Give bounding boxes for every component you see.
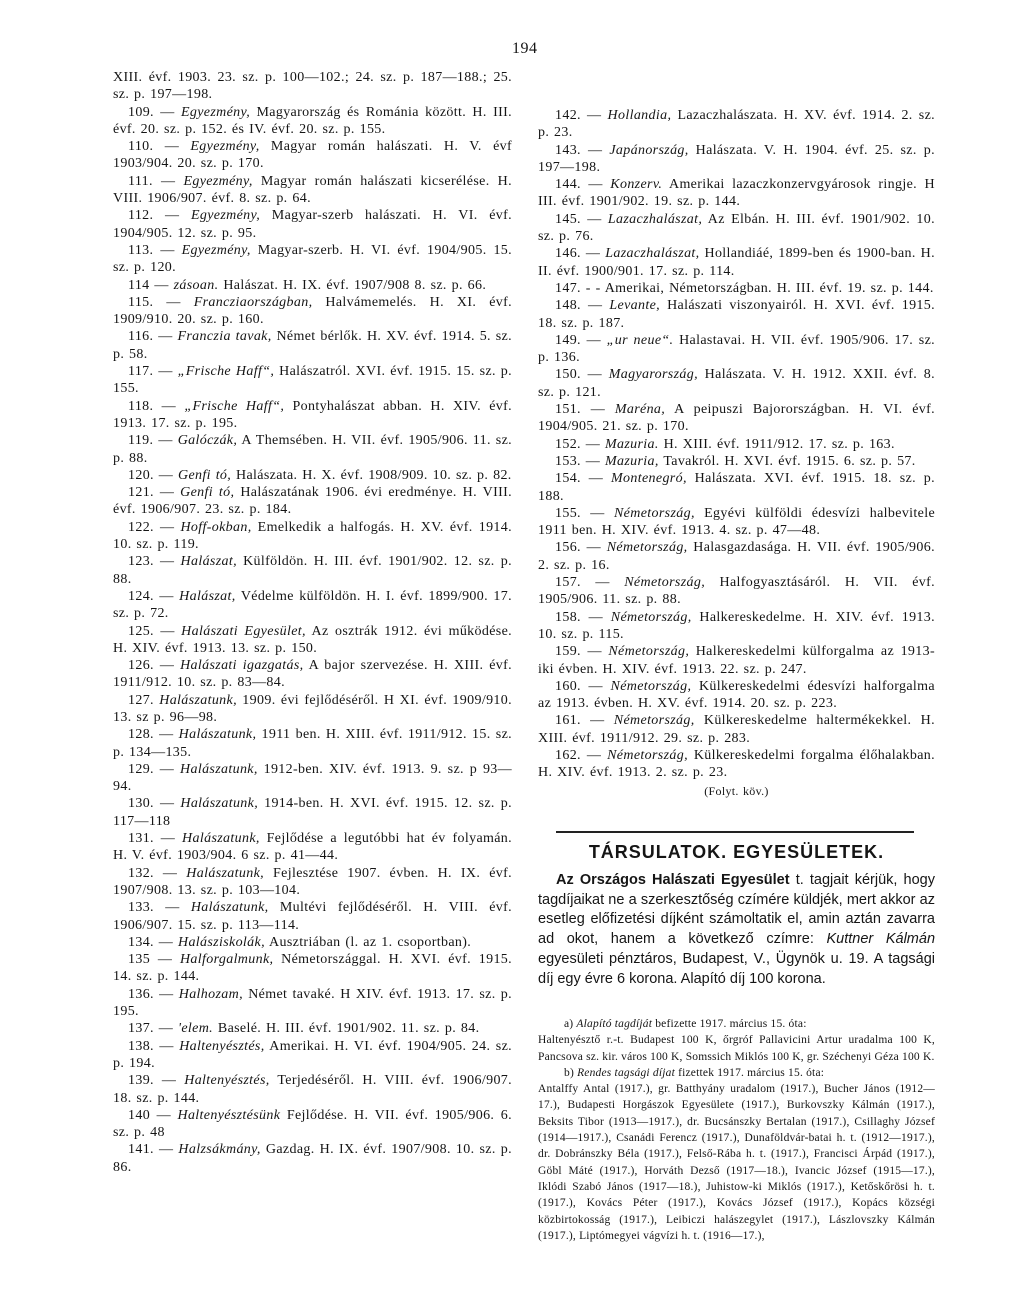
payments-founding-heading: [538, 1016, 935, 1032]
entry-number: 121.: [128, 485, 154, 501]
entry-dash: —: [159, 588, 174, 604]
index-entry-list: [538, 107, 935, 782]
entry-dash: —: [587, 142, 603, 158]
index-entry: [538, 609, 935, 644]
entry-title: Halhozam,: [178, 986, 243, 1002]
entry-number: 152.: [555, 436, 581, 452]
index-entry: [113, 588, 512, 623]
index-entry: [113, 138, 512, 173]
entry-dash: —: [162, 865, 178, 881]
entry-number: 128.: [128, 727, 154, 743]
entry-dash: —: [159, 986, 174, 1002]
entry-title: Egyezmény,: [190, 139, 260, 155]
index-entry: [113, 1020, 512, 1037]
entry-title: Franczia tavak,: [177, 329, 272, 345]
entry-number: 134.: [128, 934, 154, 950]
entry-dash: —: [158, 329, 173, 345]
entry-title: Németország,: [613, 505, 695, 521]
entry-number: 144.: [555, 177, 581, 193]
entry-title: Halászati Egyesület,: [181, 623, 306, 639]
entry-number: 125.: [128, 623, 154, 639]
index-entry: [538, 280, 935, 297]
index-entry: [538, 470, 935, 505]
entry-text: Külkereskedelmi forgalma élőhalakban. H. XIV. évf. 1913. 2. sz. p. 23.: [538, 747, 935, 781]
entry-number: 136.: [128, 986, 154, 1002]
entry-dash: —: [160, 623, 175, 639]
entry-title: Hoff-okban,: [180, 519, 252, 535]
entry-text: Tavakról. H. XVI. évf. 1915. 6. sz. p. 57.: [663, 453, 916, 469]
entry-text: Halászata. H. X. évf. 1908/909. 10. sz. p. 82.: [236, 467, 512, 483]
treasurer-name: Kuttner Kálmán: [826, 931, 936, 948]
entry-dash: —: [160, 242, 175, 258]
entry-title: Egyezmény,: [190, 208, 261, 224]
entry-number: 133.: [128, 900, 154, 916]
entry-dash: —: [159, 796, 175, 812]
entry-title: Genfi tó,: [177, 467, 232, 483]
entry-title: Halforgalmunk,: [179, 952, 274, 968]
index-entry: [538, 539, 935, 574]
entry-text: Halászatról. XVI. évf. 1915. 15. sz. p. 155.: [113, 364, 512, 397]
entry-number: 115.: [128, 294, 154, 310]
entry-title: Halászatunk,: [180, 796, 259, 812]
entry-title: „ur neue“.: [606, 332, 674, 348]
entry-number: 139.: [128, 1073, 154, 1089]
membership-notice: [538, 871, 935, 989]
index-entry: [538, 747, 935, 782]
entry-dash: —: [587, 211, 602, 227]
entry-number: 114: [128, 277, 150, 293]
entry-title: Mazuria.: [604, 436, 659, 452]
entry-title: Haltenyésztésünk: [177, 1107, 281, 1123]
entry-text: Külkereskedelmi édesvízi halforgalma az 1913. évben. H. XV. évf. 1914. 20. sz. p. 223.: [538, 678, 935, 712]
entry-text: Védelme külföldön. H. I. évf. 1899/900. 17. sz. p. 72.: [113, 588, 512, 622]
entry-title: Halászat,: [179, 588, 236, 604]
entry-dash: —: [158, 364, 173, 380]
entry-number: 157.: [555, 575, 581, 591]
entry-text: Külkereskedelme haltermékekkel. H. XIII. évf. 1911/912. 29. sz. p. 283.: [538, 713, 935, 746]
entry-title: Galóczák,: [177, 433, 238, 449]
entry-dash: —: [156, 1107, 171, 1123]
entry-title: Németország,: [610, 609, 692, 625]
entry-number: 161.: [555, 713, 581, 729]
entry-dash: —: [587, 367, 602, 383]
index-entry: [113, 173, 512, 208]
entry-text: Emelkedik a halfogás. H. XV. évf. 1914. 10. sz. p. 119.: [113, 519, 512, 553]
entry-text: A Themsében. H. VII. évf. 1905/906. 11. sz. p. 88.: [113, 433, 513, 466]
entry-dash: —: [587, 298, 603, 314]
entry-text: Gazdag. H. IX. évf. 1907/908. 10. sz. p. 86.: [113, 1142, 512, 1175]
entry-title: Halászatunk,: [180, 761, 258, 777]
entry-title: Németország,: [606, 540, 688, 556]
entry-number: 118.: [128, 398, 154, 414]
entry-text: 1912-ben. XIV. évf. 1913. 9. sz. p 93—94.: [113, 761, 512, 795]
entry-title: Japánország,: [609, 142, 689, 158]
index-entry: [538, 245, 935, 280]
entry-title: Halászatunk,: [186, 865, 264, 881]
notice-text: t. tagjait kérjük, hogy tagdíjaikat ne a szerkesztőség czímére küldjék, mert akkor az esetleg előfizetési díjként számoltatik el, amin aztán zavarra ad okot, hanem a következő czímre:: [538, 872, 935, 948]
payments-regular-heading: [538, 1065, 935, 1081]
index-entry: [538, 332, 935, 367]
entry-title: Halzsákmány,: [178, 1142, 261, 1158]
entry-dash: —: [158, 1021, 174, 1037]
entry-dash: —: [595, 575, 610, 591]
entry-text: Magyarország és Románia között. H. III. évf. 20. sz. p. 152. és IV. évf. 20. sz. p. 155.: [113, 104, 512, 137]
index-entry: [113, 363, 512, 398]
entry-number: 153.: [555, 453, 581, 469]
entry-title: Haltenyésztés,: [184, 1073, 270, 1089]
entry-dash: —: [158, 433, 173, 449]
index-entry: [538, 678, 935, 713]
entry-title: Levante,: [609, 298, 661, 314]
entry-number: 138.: [128, 1038, 154, 1054]
entry-title: Halászatunk,: [159, 692, 237, 708]
payments-list: [538, 1016, 935, 1244]
index-entry: [538, 211, 935, 246]
entry-number: 158.: [555, 609, 581, 625]
index-entry: [113, 207, 512, 242]
entry-number: 141.: [128, 1142, 154, 1158]
entry-text: Külföldön. H. III. évf. 1901/902. 12. sz. p. 88.: [113, 554, 512, 587]
entry-title: Egyezmény,: [183, 173, 253, 189]
entry-text: Halfogyasztásáról. H. VII. évf. 1905/906. 11. sz. p. 88.: [538, 575, 935, 608]
index-entry: [113, 1141, 512, 1176]
entry-dash: —: [165, 900, 180, 916]
index-entry: [538, 107, 935, 142]
entry-dash: —: [161, 1073, 177, 1089]
entry-number: 162.: [555, 747, 581, 763]
index-entry: [113, 1072, 512, 1107]
index-entry: [538, 366, 935, 401]
index-entry: [113, 1038, 512, 1073]
entry-number: 149.: [555, 332, 581, 348]
entry-title: zásoan.: [173, 277, 219, 293]
entry-number: 146.: [555, 246, 581, 262]
entry-text: Baselé. H. III. évf. 1901/902. 11. sz. p. 84.: [217, 1021, 480, 1037]
payments-head-text: befizette 1917. március 15. óta:: [655, 1018, 807, 1030]
entry-number: 155.: [555, 505, 581, 521]
index-entry: [113, 398, 512, 433]
index-entry: [113, 519, 512, 554]
section-divider: [556, 831, 914, 833]
entry-number: 135: [128, 952, 151, 968]
entry-title: Konzerv.: [610, 177, 663, 193]
entry-dash: —: [159, 658, 175, 674]
entry-title: Németország,: [624, 575, 706, 591]
entry-text: Multévi fejlődéséről. H. VIII. évf. 1906/907. 15. sz. p. 113—114.: [113, 900, 512, 933]
entry-dash: —: [588, 609, 604, 625]
entry-dash: —: [588, 678, 603, 694]
entry-text: Pontyhalászat abban. H. XIV. évf. 1913. 17. sz. p. 195.: [113, 398, 512, 431]
entry-number: 145.: [555, 211, 581, 227]
entry-title: Egyezmény,: [180, 104, 251, 120]
entry-dash: —: [164, 139, 180, 155]
entry-dash: —: [166, 294, 181, 310]
left-column: [113, 69, 512, 1176]
index-entry: [538, 643, 935, 678]
index-entry: [113, 484, 512, 519]
list-marker: b): [564, 1066, 574, 1079]
index-entry: [113, 104, 512, 139]
entry-title: Halászatunk,: [178, 727, 257, 743]
index-entry: [113, 726, 512, 761]
index-entry: [113, 795, 512, 830]
index-entry: [113, 865, 512, 900]
entry-text: Amerikai, Németországban. H. III. évf. 19. sz. p. 144.: [604, 280, 934, 296]
entry-dash: —: [159, 727, 174, 743]
entry-dash: —: [587, 108, 602, 123]
entry-text: Az Elbán. H. III. évf. 1901/902. 10. sz. p. 76.: [538, 211, 935, 245]
entry-title: Maréna,: [614, 402, 666, 418]
entry-dash: —: [161, 173, 176, 189]
entry-title: Halászati igazgatás,: [180, 658, 304, 674]
index-entry: [113, 761, 512, 796]
index-entry: [113, 277, 512, 294]
entry-title: Halászatunk,: [182, 831, 260, 847]
entry-text: Magyar-szerb halászati. H. VI. évf. 1904/905. 12. sz. p. 95.: [113, 208, 512, 241]
index-entry: [113, 432, 512, 467]
entry-number: 151.: [555, 402, 581, 418]
entry-dash: —: [157, 952, 173, 968]
index-entry: [538, 401, 935, 436]
entry-dash: —: [160, 831, 176, 847]
entry-text: H. XIII. évf. 1911/912. 17. sz. p. 163.: [663, 436, 895, 452]
entry-dash: —: [590, 402, 606, 418]
entry-title: Hollandia,: [607, 108, 672, 123]
entry-text: Halászata. V. H. 1912. XXII. évf. 8. sz. p. 121.: [538, 367, 936, 400]
entry-text: Halászati viszonyairól. H. XVI. évf. 1915. 18. sz. p. 187.: [538, 298, 935, 331]
entry-text: Magyar-szerb. H. VI. évf. 1904/905. 15. sz. p. 120.: [113, 242, 513, 276]
entry-number: 124.: [128, 588, 154, 604]
entry-title: Francziaországban,: [193, 294, 313, 310]
entry-text: Amerikai. H. VI. évf. 1904/905. 24. sz. p. 194.: [113, 1038, 513, 1071]
entry-number: 123.: [128, 554, 154, 570]
entry-text: Az osztrák 1912. évi működése. H. XIV. évf. 1913. 13. sz. p. 150.: [113, 623, 513, 656]
entry-number: 154.: [555, 471, 581, 487]
entry-text: Halkereskedelme. H. XIV. évf. 1913. 10. sz. p. 115.: [538, 609, 935, 642]
entry-text: 1914-ben. H. XVI. évf. 1915. 12. sz. p. 117—118: [113, 796, 512, 829]
entry-title: Halászat,: [180, 554, 237, 570]
entry-number: 112.: [128, 208, 154, 224]
entry-title: Haltenyésztés,: [179, 1038, 265, 1054]
entry-dash: —: [159, 761, 175, 777]
entry-title: Magyarország,: [608, 367, 698, 383]
entry-text: Lazaczhalászata. H. XV. évf. 1914. 2. sz. p. 23.: [538, 108, 935, 141]
index-entry: [113, 1107, 512, 1142]
continued-note: (Folyt. köv.): [704, 783, 769, 798]
entry-text: Halászatának 1906. évi eredménye. H. VIII. évf. 1906/907. 23. sz. p. 184.: [113, 485, 512, 518]
entry-number: 160.: [555, 678, 581, 694]
entry-dash: —: [158, 1142, 174, 1158]
entry-text: Fejlődése. H. VII. évf. 1905/906. 6. sz. p. 48: [113, 1107, 512, 1141]
index-entry: [113, 623, 512, 658]
entry-dash: —: [158, 934, 174, 950]
index-entry: [113, 467, 512, 484]
entry-text: Ausztriában (l. az 1. csoportban).: [269, 934, 472, 950]
entry-title: 'elem.: [177, 1021, 214, 1037]
entry-dash: —: [590, 713, 605, 729]
payments-category: Alapító tagdíját: [576, 1018, 653, 1030]
index-entry: [538, 712, 935, 747]
entry-number: 127.: [128, 692, 154, 708]
continued-entry-text: XIII. évf. 1903. 23. sz. p. 100—102.; 24. sz. p. 187—188.; 25. sz. p. 197—198.: [113, 70, 512, 103]
entry-number: 109.: [128, 104, 154, 120]
index-entry: [538, 436, 935, 453]
entry-text: Német tavaké. H XIV. évf. 1913. 17. sz. p. 195.: [113, 986, 512, 1020]
section-heading: TÁRSULATOK. EGYESÜLETEK.: [588, 842, 885, 862]
index-entry: [113, 553, 512, 588]
entry-number: 143.: [555, 142, 581, 158]
entry-text: Halvámemelés. H. XI. évf. 1909/910. 20. sz. p. 160.: [113, 294, 512, 328]
entry-dash: —: [586, 332, 601, 348]
entry-text: Amerikai lazaczkonzervgyárosok ringje. H III. évf. 1901/902. 19. sz. p. 144.: [538, 177, 935, 210]
entry-title: Németország,: [607, 747, 688, 763]
entry-dash: —: [588, 177, 603, 193]
entry-text: Terjedéséről. H. VIII. évf. 1906/907. 18. sz. p. 144.: [113, 1073, 513, 1106]
payments-regular-list: Antalffy Antal (1917.), gr. Batthyány uradalom (1917.), Bucher János (1912—17.), Budapesti Horgászok Egyesülete (1917.), Burkovszky Kálmán (1917.), Beksits Tibor (1913—1917.), dr. Bucsánszky Bertalan (1917.), Csillaghy József (1914—1917.), Csanádi Ferencz (1917.), Dunaföldvár-batai h. t. (1912—1917.), dr. Dobránszky Béla (1917.), Felső-Rába h. t. (1917.), Francisci Árpád (1917.), Göbl Máté (1917.), Horváth Dezső (1917—18.), Ivancic József (1915—17.), Iklódi Szabó János (1917—18.), Juhistow-ki Miklós (1917.), Ketőskőrösi h. t. (1917.), Kovács Péter (1917.), Kovács József (1917.), Kopács községi közbirtokosság (1917.), Leibiczi halászegylet (1917.), Lászlovszky Kálmán (1917.), Liptómegyei vágvízi h. t. (1916—17.),: [538, 1083, 935, 1242]
entry-text: Fejlesztése 1907. évben. H. IX. évf. 1907/908. 13. sz. p. 103—104.: [113, 865, 512, 898]
index-entry: [113, 934, 512, 951]
index-entry: [113, 328, 512, 363]
entry-title: „Frische Haff“,: [177, 364, 275, 380]
entry-dash: —: [159, 1038, 174, 1054]
entry-dash: —: [160, 104, 175, 120]
entry-text: Halászat. H. IX. évf. 1907/908 8. sz. p. 66.: [223, 277, 487, 293]
index-entry: [113, 830, 512, 865]
entry-dash: —: [161, 398, 177, 414]
entry-number: 116.: [128, 329, 154, 345]
entry-title: Mazuria,: [604, 453, 659, 469]
entry-text: Halászata. V. H. 1904. évf. 25. sz. p. 197—198.: [538, 142, 935, 175]
entry-text: Egyévi külföldi édesvízi halbevitele 1911 ben. H. XIV. évf. 1913. 4. sz. p. 47—48.: [538, 505, 936, 539]
notice-lead: Az Országos Halászati Egyesület: [556, 872, 790, 888]
entry-number: 111.: [128, 173, 153, 189]
list-marker: a): [564, 1018, 574, 1030]
index-entry: [113, 657, 512, 692]
index-entry: [538, 505, 935, 540]
entry-number: 147.: [555, 280, 581, 296]
entry-number: 117.: [128, 364, 154, 380]
entry-dash: —: [160, 554, 175, 570]
entry-title: Montenegró,: [611, 471, 687, 487]
index-entry-list: [113, 104, 512, 1176]
entry-number: 130.: [128, 796, 154, 812]
entry-dash: —: [586, 747, 602, 763]
payments-head-text: fizettek 1917. március 15. óta:: [678, 1066, 825, 1079]
entry-dash: —: [588, 471, 604, 487]
entry-text: A bajor szervezése. H. XIII. évf. 1911/912. 10. sz. p. 83—84.: [113, 658, 512, 691]
entry-text: Magyar román halászati kicserélése. H. VIII. 1906/907. évf. 8. sz. p. 64.: [113, 173, 512, 207]
entry-text: A peipuszi Bajorországban. H. VI. évf. 1904/905. 21. sz. p. 170.: [538, 402, 935, 435]
entry-number: 142.: [555, 108, 581, 123]
entry-title: Lazaczhalászat,: [605, 246, 700, 262]
page-number: 194: [512, 40, 538, 57]
entry-title: Genfi tó,: [180, 485, 235, 501]
entry-number: 148.: [555, 298, 581, 314]
index-entry: [113, 986, 512, 1021]
entry-text: Halászata. XVI. évf. 1915. 18. sz. p. 188.: [538, 471, 936, 504]
entry-dash: —: [160, 519, 175, 535]
entry-text: Halastavai. H. VII. évf. 1905/906. 17. sz. p. 136.: [538, 332, 935, 366]
entry-number: 150.: [555, 367, 581, 383]
entry-text: Hollandiáé, 1899-ben és 1900-ban. H. II. évf. 1900/901. 17. sz. p. 114.: [538, 246, 935, 279]
entry-number: 129.: [128, 761, 154, 777]
index-entry: [538, 176, 935, 211]
entry-number: 159.: [555, 644, 581, 660]
entry-dash: —: [586, 540, 601, 556]
entry-number: 110.: [128, 139, 154, 155]
entry-dash: —: [587, 644, 602, 660]
entry-title: Németország,: [608, 644, 690, 660]
entry-dash: —: [154, 277, 169, 293]
index-entry: [113, 242, 512, 277]
entry-text: Németországgal. H. XVI. évf. 1915. 14. sz. p. 144.: [113, 952, 513, 985]
index-entry: [113, 951, 512, 986]
entry-title: Halásziskolák,: [177, 934, 265, 950]
entry-number: 156.: [555, 540, 581, 556]
right-column: [538, 107, 935, 800]
entry-title: Németország,: [613, 713, 695, 729]
index-entry: [538, 574, 935, 609]
entry-dash: - -: [585, 280, 601, 296]
entry-dash: —: [585, 246, 601, 262]
entry-dash: —: [159, 485, 175, 501]
entry-dash: —: [585, 436, 601, 452]
entry-text: 1909. évi fejlődéséről. H XI. évf. 1909/910. 13. sz p. 96—98.: [113, 692, 512, 725]
notice-text: egyesületi pénztáros, Budapest, V., Ügynök u. 19. A tagsági díj egy évre 6 korona. Alapító díj 100 korona.: [538, 950, 935, 987]
index-entry: [538, 142, 935, 177]
index-entry: [538, 297, 935, 332]
payments-category: Rendes tagsági díjat: [577, 1066, 675, 1079]
entry-dash: —: [165, 208, 180, 224]
entry-text: Magyar román halászati. H. V. évf 1903/904. 20. sz. p. 170.: [113, 139, 513, 172]
entry-title: Németország,: [610, 678, 692, 694]
entry-title: „Frische Haff“,: [184, 398, 285, 414]
entry-number: 113.: [128, 242, 154, 258]
entry-text: Fejlődése a legutóbbi hat év folyamán. H. V. évf. 1903/904. 6 sz. p. 41—44.: [113, 831, 513, 864]
index-entry: [113, 899, 512, 934]
payments-founding-list: Haltenyésztő r.-t. Budapest 100 K, őrgróf Pallavicini Artur uradalma 100 K, Pancsova sz. kir. város 100 K, Somssich Miklós 100 K, gr. Széchenyi Géza 100 K.: [538, 1034, 935, 1063]
entry-text: 1911 ben. H. XIII. évf. 1911/912. 15. sz. p. 134—135.: [113, 727, 512, 760]
entry-title: Egyezmény,: [181, 242, 251, 258]
entry-dash: —: [585, 453, 601, 469]
entry-title: Halászatunk,: [190, 900, 269, 916]
entry-number: 132.: [128, 865, 154, 881]
entry-number: 140: [128, 1107, 151, 1123]
entry-text: Halasgazdasága. H. VII. évf. 1905/906. 2. sz. p. 16.: [538, 540, 935, 573]
entry-number: 137.: [128, 1021, 154, 1037]
entry-dash: —: [158, 467, 174, 483]
entry-number: 131.: [128, 831, 154, 847]
entry-number: 120.: [128, 467, 154, 483]
index-entry: [113, 294, 512, 329]
index-entry: [538, 453, 935, 470]
entry-title: Lazaczhalászat,: [607, 211, 703, 227]
entry-number: 122.: [128, 519, 154, 535]
entry-number: 119.: [128, 433, 154, 449]
index-entry: [113, 692, 512, 727]
entry-text: Német bérlők. H. XV. évf. 1914. 5. sz. p. 58.: [113, 329, 512, 362]
entry-number: 126.: [128, 658, 154, 674]
entry-dash: —: [590, 505, 605, 521]
entry-text: Halkereskedelmi külforgalma az 1913-iki évben. H. XIV. évf. 1913. 22. sz. p. 247.: [538, 644, 935, 677]
